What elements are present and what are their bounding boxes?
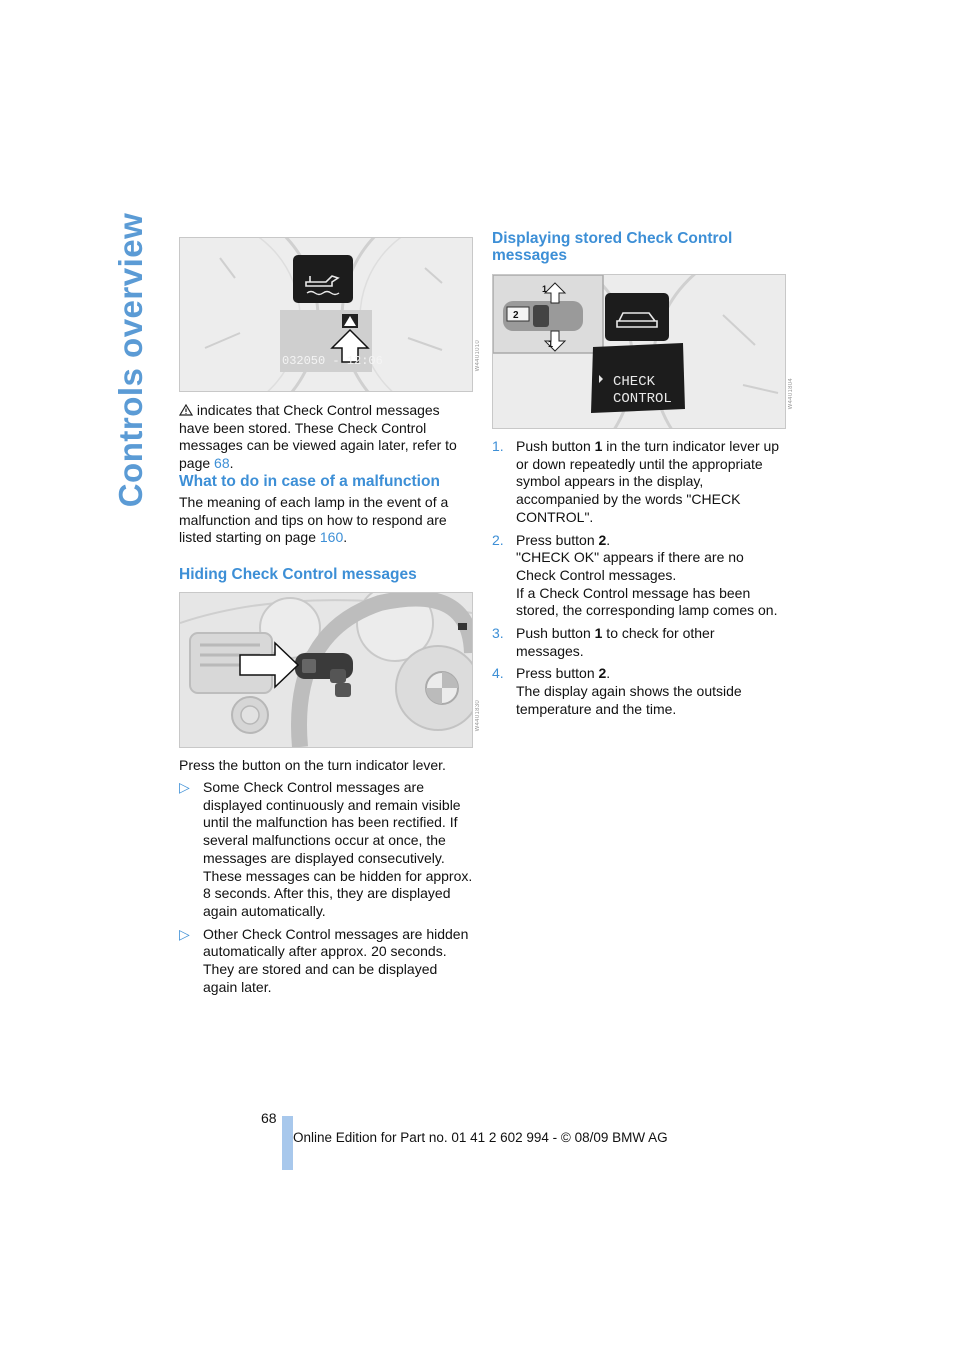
list-item xyxy=(492,665,786,718)
step-1-button: 1 xyxy=(594,438,603,454)
steering-wheel-illustration xyxy=(180,593,472,747)
display-text-control: CONTROL xyxy=(613,391,672,407)
figure-code-3: W4401804 xyxy=(788,378,794,410)
step-4-text-end: . xyxy=(606,665,611,682)
list-item xyxy=(179,926,473,997)
display-text-check: CHECK xyxy=(613,374,656,390)
cluster-readout: 032050 - 12:06 xyxy=(282,354,383,368)
list-item xyxy=(179,779,473,921)
step-2-text: Press button xyxy=(516,531,599,548)
heading-displaying: Displaying stored Check Control messages xyxy=(492,230,733,264)
list-item xyxy=(492,532,786,621)
bullet-marker: ▷ xyxy=(179,779,190,795)
step-1-text: Push button xyxy=(516,438,595,454)
step-2-button: 2 xyxy=(598,531,607,548)
list-item xyxy=(492,438,786,527)
step-4-text: Press button xyxy=(516,665,599,682)
hiding-intro-text: Press the button on the turn indicator lever. xyxy=(179,757,446,773)
heading-malfunction: What to do in case of a malfunction xyxy=(179,473,440,490)
step-number: 4. xyxy=(492,665,504,682)
step-number: 2. xyxy=(492,531,504,548)
label-button-1-bottom: 1 xyxy=(548,339,554,349)
step-2-text-end: . xyxy=(606,531,611,548)
footer-edition-text: Online Edition for Part no. 01 41 2 602 994 - © 08/09 BMW AG xyxy=(293,1130,668,1145)
step-3-text: Push button xyxy=(516,625,595,642)
section-side-title xyxy=(108,212,154,508)
bullet-1-text: Some Check Control messages are displayed continuously and remain visible until the malfunction has been rectified. If several malfunctions occur at once, the messages are displayed consecutively. xyxy=(203,779,461,866)
malfunction-paragraph xyxy=(179,494,473,547)
page-160-link[interactable]: 160 xyxy=(319,529,344,546)
step-3-text-end: to check for other messages. xyxy=(516,625,715,659)
hiding-bullet-list xyxy=(179,779,473,996)
step-4-button: 2 xyxy=(598,665,607,682)
displaying-steps-list xyxy=(492,438,786,719)
page-number: 68 xyxy=(261,1110,277,1126)
step-3-button: 1 xyxy=(594,625,603,642)
footer-accent-bar xyxy=(282,1116,293,1170)
intro-text-end: . xyxy=(229,455,234,472)
hiding-intro xyxy=(179,757,473,775)
step-2-extra-2: If a Check Control message has been stored, the corresponding lamp comes on. xyxy=(516,584,778,619)
check-control-illustration xyxy=(493,275,785,428)
heading-hiding: Hiding Check Control messages xyxy=(179,566,417,583)
step-number: 3. xyxy=(492,625,504,642)
instrument-cluster-illustration xyxy=(180,238,472,391)
step-1-text-end: in the turn indicator lever up or down repeatedly until the appropriate symbol appears in the display, accompanied by the words "CHECK CONTROL". xyxy=(516,438,780,525)
figure-code-1: W4401010 xyxy=(475,340,481,372)
step-number: 1. xyxy=(492,438,504,454)
bullet-2-text: Other Check Control messages are hidden automatically after approx. 20 seconds. They are stored and can be displayed again later. xyxy=(203,925,469,995)
bullet-1-text-2: These messages can be hidden for approx. 8 seconds. After this, they are displayed again automatically. xyxy=(203,867,473,919)
intro-text: indicates that Check Control messages have been stored. These Check Control messages can be viewed again later, refer to page xyxy=(179,402,457,472)
figure-turn-indicator-lever xyxy=(179,592,473,748)
malfunction-text: The meaning of each lamp in the event of a malfunction and tips on how to respond are listed starting on page xyxy=(179,494,449,546)
step-2-extra-1: "CHECK OK" appears if there are no Check Control messages. xyxy=(516,549,744,583)
warning-triangle-icon xyxy=(179,403,193,415)
section-side-title-text: Controls overview xyxy=(112,212,149,508)
malfunction-text-end: . xyxy=(343,529,348,546)
label-button-1-top: 1 xyxy=(542,284,548,294)
list-item xyxy=(492,625,786,660)
step-4-extra-1: The display again shows the outside temperature and the time. xyxy=(516,683,742,717)
label-button-2: 2 xyxy=(513,310,519,321)
figure-code-2: W4401830 xyxy=(475,700,481,732)
bullet-marker: ▷ xyxy=(179,925,190,942)
intro-paragraph xyxy=(179,402,473,473)
figure-check-control-display xyxy=(492,274,786,429)
figure-instrument-cluster-warning xyxy=(179,237,473,392)
page-68-link[interactable]: 68 xyxy=(214,455,230,472)
